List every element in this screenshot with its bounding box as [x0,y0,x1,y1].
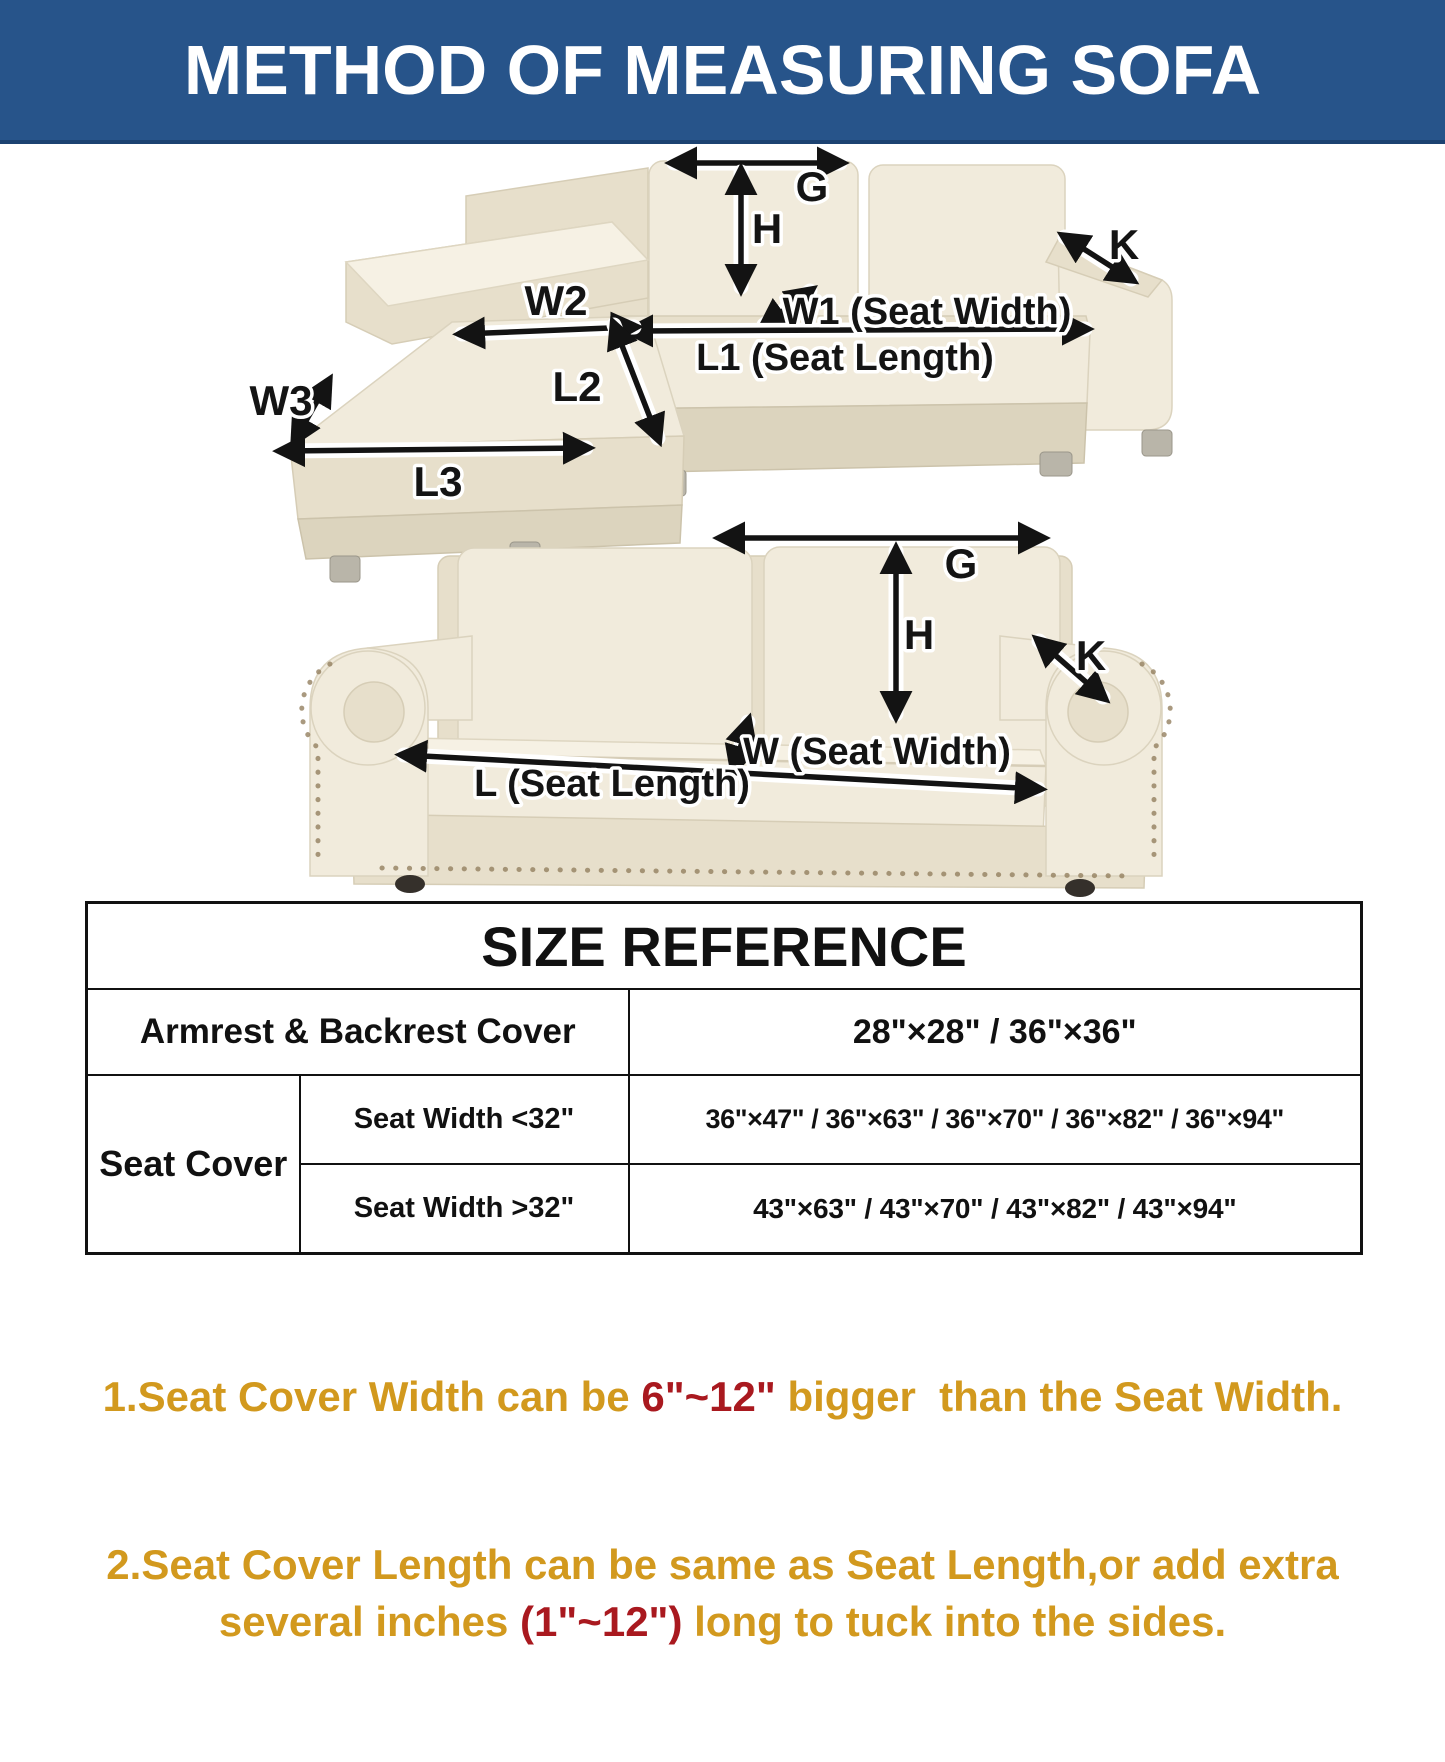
sofa-foot [1040,452,1072,476]
table-title-row [87,903,1362,990]
label-l3: L3 [413,458,463,505]
label-h: H [903,611,935,658]
label-h: H [751,205,783,252]
label-k: K [1075,632,1107,679]
loveseat-sofa-illustration [302,547,1170,897]
sofa-foot [1065,879,1095,897]
note-highlight: 6"~12" [641,1372,776,1420]
label-l1: L1 (Seat Length) [696,337,994,379]
seat-width-condition: Seat Width <32" [300,1075,629,1164]
left-arm-roll-center [344,682,404,742]
note-text: bigger than the Seat Width. [775,1372,1343,1420]
label-w: W (Seat Width) [743,731,1011,773]
seat-cover-sizes: 43"×63" / 43"×70" / 43"×82" / 43"×94" [629,1164,1362,1254]
note-1 [0,1369,1445,1425]
note-text: 2.Seat Cover Length can be same as Seat Length,or add extra several inches [106,1541,1339,1645]
label-l: L (Seat Length) [474,763,750,805]
note-2 [0,1537,1445,1650]
label-g: G [795,163,829,210]
note-text: long to tuck into the sides. [682,1597,1227,1645]
label-k: K [1108,221,1140,268]
armrest-row [87,989,1362,1075]
seat-cover-label: Seat Cover [87,1075,300,1254]
note-text: 1.Seat Cover Width can be [102,1372,642,1420]
seat-cover-sizes: 36"×47" / 36"×63" / 36"×70" / 36"×82" / 36"×94" [629,1075,1362,1164]
chaise-foot [330,556,360,582]
page-title: METHOD OF MEASURING SOFA [183,31,1262,109]
title-banner [0,0,1445,144]
armrest-value: 28"×28" / 36"×36" [629,989,1362,1075]
label-w2: W2 [524,277,588,324]
label-w1: W1 (Seat Width) [782,291,1072,333]
label-w3: W3 [249,377,313,424]
sofa-illustrations [0,140,1445,901]
seat-cover-row-1 [87,1075,1362,1164]
dim-arrow-l3 [282,448,586,451]
sofa-foot [395,875,425,893]
notes-block [0,1256,1445,1762]
armrest-label: Armrest & Backrest Cover [87,989,629,1075]
size-reference-table [85,901,1363,1255]
table-title: SIZE REFERENCE [87,903,1362,990]
sofa-foot [1142,430,1172,456]
label-l2: L2 [552,363,602,410]
label-g: G [944,540,978,587]
seat-width-condition: Seat Width >32" [300,1164,629,1254]
note-highlight: (1"~12") [520,1597,683,1645]
